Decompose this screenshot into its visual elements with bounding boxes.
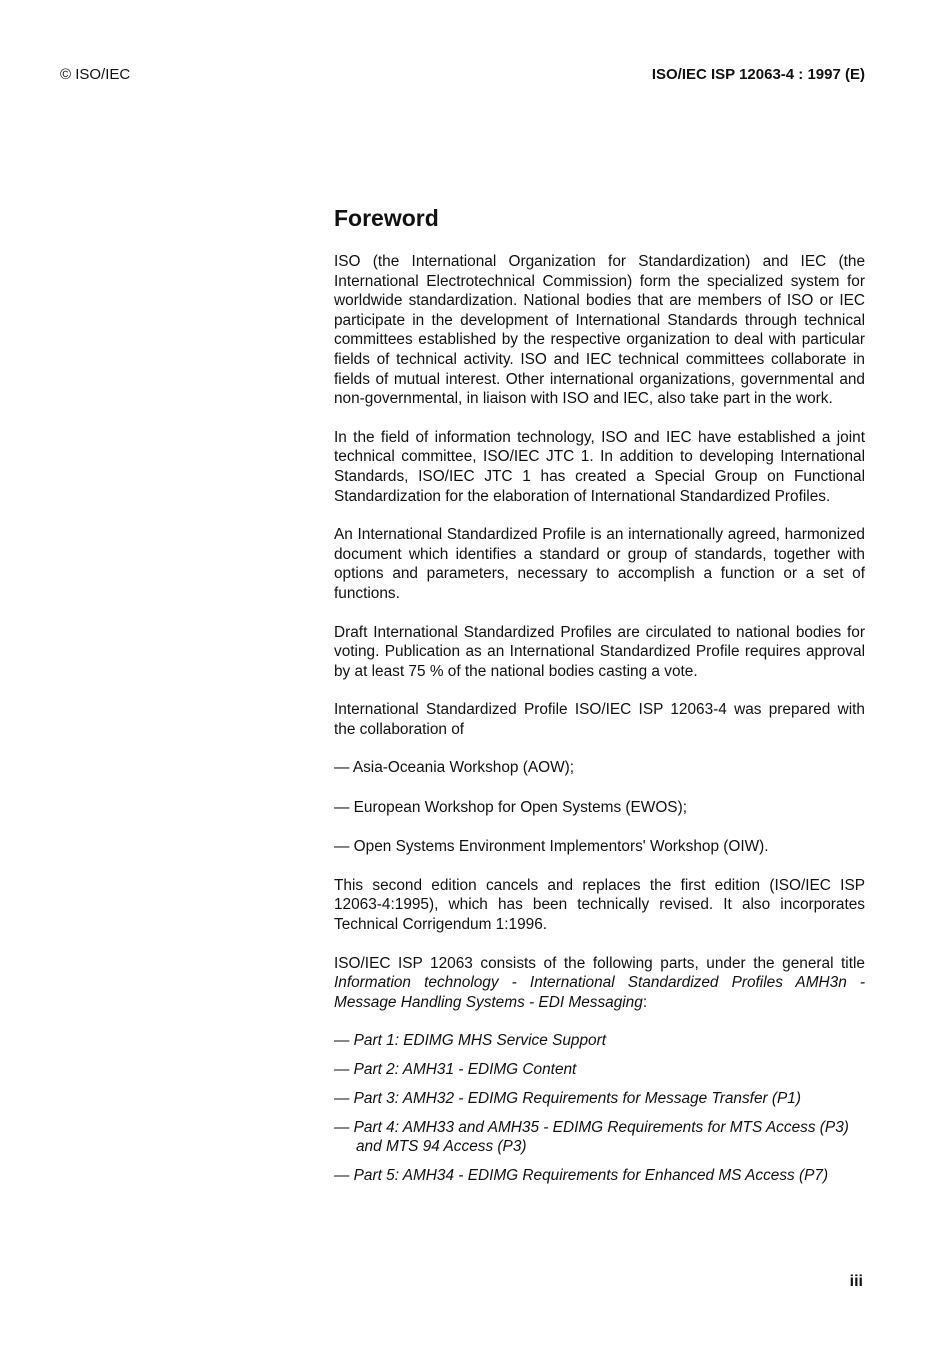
general-title: Information technology - International Standardized Profiles AMH3n - Message Handling Systems - EDI Messaging (334, 974, 865, 1011)
paragraph-isp-definition: An International Standardized Profile is an internationally agreed, harmonized document which identifies a standard or group of standards, together with options and parameters, necessary to accomplish a function or a set of functions. (334, 526, 865, 602)
workshop-item: — Open Systems Environment Implementors' Workshop (OIW). (334, 837, 769, 855)
paragraph-jtc1: In the field of information technology, ISO and IEC have established a joint technical committee, ISO/IEC JTC 1. In addition to developing International Standards, ISO/IEC JTC 1 has created a Special Group on Functional Standardization for the elaboration of International Standardized Profiles. (334, 428, 865, 505)
part-item: — Part 1: EDIMG MHS Service Support (334, 1032, 606, 1050)
paragraph-parts-intro (334, 954, 865, 1013)
paragraph-edition: This second edition cancels and replaces the first edition (ISO/IEC ISP 12063-4:1995), which has been technically revised. It also incorporates Technical Corrigendum 1:1996. (334, 876, 865, 933)
part-item: — Part 2: AMH31 - EDIMG Content (334, 1061, 577, 1079)
part-item: — Part 3: AMH32 - EDIMG Requirements for Message Transfer (P1) (334, 1090, 801, 1108)
paragraph-voting: Draft International Standardized Profiles are circulated to national bodies for voting. Publication as an International Standardized Profile requires approval by at least 75 % of the national bodies casting a vote. (334, 623, 865, 680)
header-copyright: © ISO/IEC (60, 66, 131, 83)
part-item: — Part 5: AMH34 - EDIMG Requirements for Enhanced MS Access (P7) (334, 1167, 829, 1185)
page-number: iii (849, 1273, 863, 1290)
paragraph-iso-iec: ISO (the International Organization for Standardization) and IEC (the International Electrotechnical Commission) form the specialized system for worldwide standardization. National bodies that are members of ISO or IEC participate in the development of International Standards through technical committees established by the respective organization to deal with particular fields of technical activity. ISO and IEC technical committees collaborate in fields of mutual interest. Other international organizations, governmental and non-governmental, in liaison with ISO and IEC, also take part in the work. (334, 253, 865, 408)
parts-intro-end: : (642, 993, 648, 1011)
part-item: — Part 4: AMH33 and AMH35 - EDIMG Requirements for MTS Access (P3) and MTS 94 Access (P3) (334, 1119, 849, 1156)
paragraph-collaboration: International Standardized Profile ISO/IEC ISP 12063-4 was prepared with the collaboration of (334, 701, 865, 738)
workshop-item: — European Workshop for Open Systems (EWOS); (334, 798, 687, 816)
page-title: Foreword (334, 205, 439, 231)
header-document-id: ISO/IEC ISP 12063-4 : 1997 (E) (651, 66, 865, 83)
foreword-section (334, 205, 865, 1195)
parts-intro-lead: ISO/IEC ISP 12063 consists of the following parts, under the general title (334, 954, 865, 972)
workshop-item: — Asia-Oceania Workshop (AOW); (334, 759, 575, 777)
